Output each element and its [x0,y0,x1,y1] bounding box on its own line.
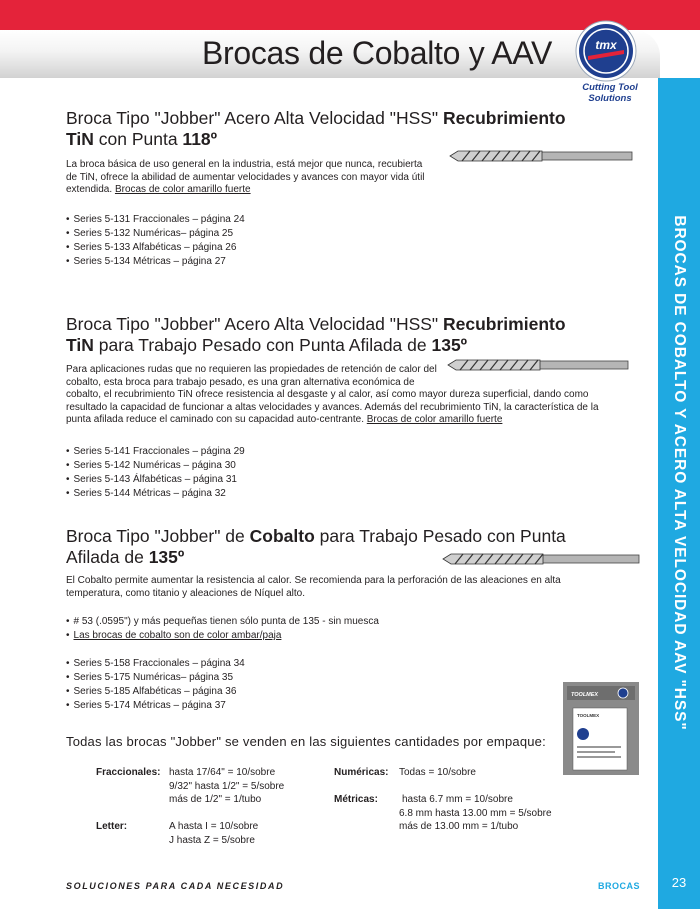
list-item: • Series 5-131 Fraccionales – página 24 [66,213,245,227]
tmx-logo [575,20,637,82]
list-item: • Series 5-141 Fraccionales – página 29 [66,445,245,459]
package-inner-brand-label: TOOLMEX [577,713,600,718]
fraccionales-values: hasta 17/64" = 10/sobre 9/32" hasta 1/2" = 5/sobre más de 1/2" = 1/tubo [169,767,285,805]
drill-envelope-package-image [563,682,639,775]
section3-notes-list [66,615,379,643]
list-item: • Series 5-158 Fraccionales – página 34 [66,657,245,671]
section1-title: Broca Tipo "Jobber" Acero Alta Velocidad "HSS" Recubrimiento TiN con Punta 118º [66,108,566,149]
section1-series-list [66,213,245,269]
section2-title: Broca Tipo "Jobber" Acero Alta Velocidad "HSS" Recubrimiento TiN para Trabajo Pesado con Punta Afilada de 135º [66,314,566,355]
list-item: • Series 5-132 Numéricas– página 25 [66,227,245,241]
page-number: 23 [671,875,687,890]
list-item: • Series 5-144 Métricas – página 32 [66,487,245,501]
drill-bit-image-1 [448,148,633,164]
list-item: • Series 5-133 Alfabéticas – página 26 [66,241,245,255]
numericas-label: Numéricas: [334,767,389,778]
logo-wordmark: tmx [595,38,617,52]
packaging-heading: Todas las brocas "Jobber" se venden en las siguientes cantidades por empaque: [66,734,546,749]
section2-series-list [66,445,245,501]
section2-description: Para aplicaciones rudas que no requieren las propiedades de retención de calor del cobalto, esta broca para trabajo pesado, es una gran alternativa económica de cobalto, el recubrimiento TiN ofrece resistencia al desgaste y al calor, así como mayor dureza superficial, dando como resultado la capacidad de funcionar a altas velocidades y avances. Además del recubrimiento TiN, la característica de la punta afilada reduce el caminado con su capacidad auto-centrante. Brocas de color amarillo fuerte [66,364,599,426]
list-item: • Series 5-174 Métricas – página 37 [66,699,245,713]
list-item: • # 53 (.0595") y más pequeñas tienen sólo punta de 135 - sin muesca [66,615,379,629]
letter-label: Letter: [96,821,128,832]
fraccionales-label: Fraccionales: [96,767,161,778]
logo-subtitle [566,82,654,104]
page-title: Brocas de Cobalto y AAV [201,35,552,71]
package-brand-label: TOOLMEX [571,692,599,698]
letter-values: A hasta I = 10/sobre J hasta Z = 5/sobre [169,821,259,846]
section1-description: La broca básica de uso general en la industria, está mejor que nunca, recubierta de TiN, ofrece la abilidad de aumentar velocidades y avances con mayor vida útil extendida. Brocas de color amarillo fuerte [66,159,425,196]
footer-section-label: BROCAS [598,881,641,891]
logo-subtitle-line-1: Cutting Tool [582,82,638,93]
logo-subtitle-line-2: Solutions [588,93,632,104]
list-item: • Series 5-175 Numéricas– página 35 [66,671,245,685]
section3-series-list [66,657,245,713]
metricas-values: hasta 6.7 mm = 10/sobre 6.8 mm hasta 13.00 mm = 5/sobre más de 13.00 mm = 1/tubo [399,794,552,832]
section3-description: El Cobalto permite aumentar la resistencia al calor. Se recomienda para la perforación de las aleaciones en alta temperatura, como titanio y aleaciones de Níquel alto. [66,575,561,599]
list-item: • Series 5-185 Alfabéticas – página 36 [66,685,245,699]
list-item: • Series 5-143 Álfabéticas – página 31 [66,473,245,487]
metricas-label: Métricas: [334,794,378,805]
list-item: • Las brocas de cobalto son de color ambar/paja [66,629,379,643]
side-bar-label: BROCAS DE COBALTO Y ACERO ALTA VELOCIDAD AAV "HSS" [671,215,688,731]
section3-title: Broca Tipo "Jobber" de Cobalto para Trabajo Pesado con Punta Afilada de 135º [66,526,566,567]
footer-slogan: SOLUCIONES PARA CADA NECESIDAD [66,881,285,891]
drill-bit-image-3 [441,551,640,567]
numericas-value: Todas = 10/sobre [399,767,476,778]
list-item: • Series 5-142 Numéricas – página 30 [66,459,245,473]
list-item: • Series 5-134 Métricas – página 27 [66,255,245,269]
